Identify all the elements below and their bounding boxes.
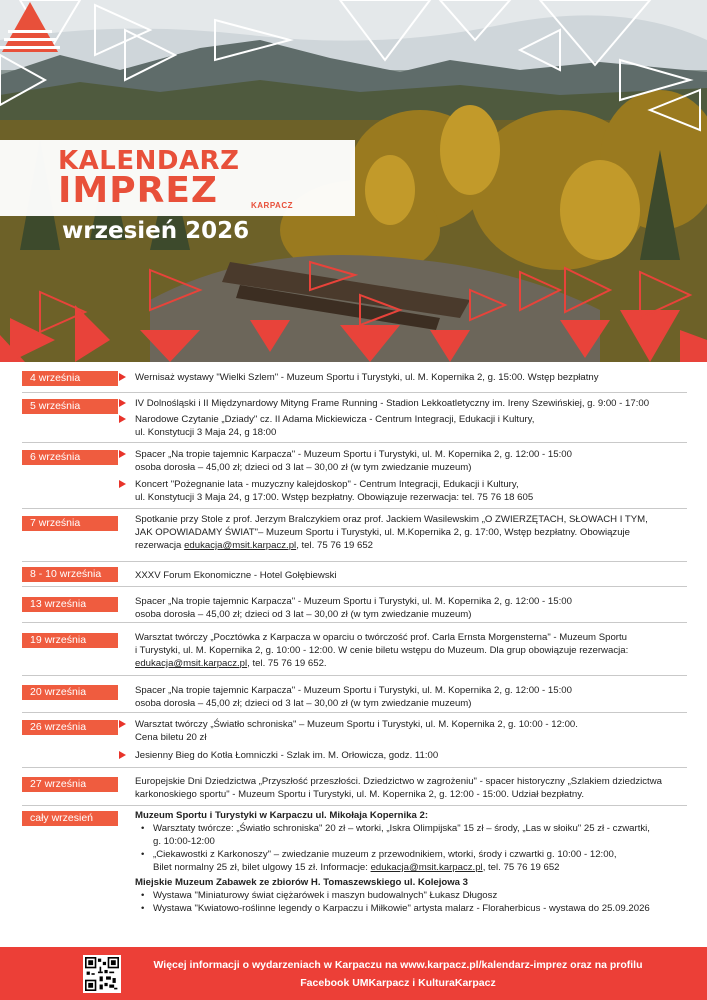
event-description: Muzeum Sportu i Turystyki w Karpaczu ul. Mikołaja Kopernika 2: • Warsztaty twórcze: „Światło schroniska" 20 zł – wtorki, „Iskra Olimpijska" 15 zł – środy, „Las w słoiku" 25 zł - czwartki, g. 10:00-12:00 • „Ciekawostki z Karkonoszy" – zwiedzanie muzeum z przewodnikiem, wtorki, środy i czwartki g. 10:00 - 12:00, Bilet normalny 25 zł, bilet ulgowy 15 zł. Informacje: edukacja@msit.karpacz.pl, tel. 75 76 19 652 Miejskie Muzeum Zabawek ze zbiorów H. Tomaszewskiego ul. Kolejowa 3 • Wystawa "Miniaturowy świat ciężarówek i maszyn budowalnych" Łukasz Długosz • Wystawa "Kwiatowo-roślinne legendy o Karpaczu i Miłkowie" artysta malarz - Floraherbicus - wystawa do 25.09.2026 [135,809,687,915]
karpacz-logo-icon [0,0,60,64]
list-item: • Wystawa "Miniaturowy świat ciężarówek i maszyn budowalnych" Łukasz Długosz [135,889,687,902]
event-description: Spotkanie przy Stole z prof. Jerzym Bralczykiem oraz prof. Jackiem Wasilewskim „O ZWIERZĘTACH, SŁOWACH I TYM, JAK OPOWIADAMY ŚWIAT"– Muzeum Sportu i Turystyki, ul. M.Kopernika 2, g. 17:00, Wstęp bezpłatny. Obowiązuje rezerwacja edukacja@msit.karpacz.pl, tel. 75 76 19 652 [135,514,648,551]
event-date: 4 września [22,371,118,386]
hero-photo [0,0,707,362]
event-description: XXXV Forum Ekonomiczne - Hotel Gołębiewski [135,570,337,581]
museum-header: Muzeum Sportu i Turystyki w Karpaczu ul. Mikołaja Kopernika 2: [135,810,429,821]
footer-line2: Facebook UMKarpacz i KulturaKarpacz [300,977,496,989]
event-date: 19 września [22,633,118,648]
event-row [22,676,687,713]
event-row [22,623,687,676]
event-description: Warsztat twórczy „Światło schroniska" – Muzeum Sportu i Turystyki, ul. M. Kopernika 2, g. 10:00 - 12:00. Cena biletu 20 zł [135,718,687,744]
events-calendar [0,362,707,947]
event-row [22,806,687,934]
event-date: 5 września [22,399,118,414]
title-line2: IMPREZ [58,170,219,211]
footer-text [128,956,668,992]
event-description: Europejskie Dni Dziedzictwa „Przyszłość przeszłości. Dziedzictwo w zagrożeniu" - spacer historyczny „Szlakiem dziedzictwa karkonoskiego sportu" - Muzeum Sportu i Turystyki, ul. M. Kopernika 2, g. 12:00 - 15:00. Udział bezpłatny. [135,776,662,800]
event-description: Narodowe Czytanie „Dziady" cz. II Adama Mickiewicza - Centrum Integracji, Edukacji i Kultury, ul. Konstytucji 3 Maja 24, g 18:00 [135,413,687,439]
event-date: 27 września [22,777,118,792]
event-row [22,562,687,587]
list-item: • Wystawa "Kwiatowo-roślinne legendy o Karpaczu i Miłkowie" artysta malarz - Floraherbicus - wystawa do 25.09.2026 [135,902,687,915]
event-description: IV Dolnośląski i II Międzynardowy Mityng Frame Running - Stadion Lekkoatletyczny im. Ireny Szewińskiej, g. 9:00 - 17:00 [135,397,687,410]
email-link[interactable]: edukacja@msit.karpacz.pl [184,540,297,551]
event-description: Wernisaż wystawy "Wielki Szlem" - Muzeum Sportu i Turystyki, ul. M. Kopernika 2, g. 15:00. Wstęp bezpłatny [135,371,687,384]
event-date: 26 września [22,720,118,735]
event-description: Spacer „Na tropie tajemnic Karpacza" - Muzeum Sportu i Turystyki, ul. M. Kopernika 2, g. 12:00 - 15:00 osoba dorosła – 45,00 zł; dzieci od 3 lat – 30,00 zł (w tym zwiedzanie muzeum) [135,596,572,620]
event-row [22,393,687,443]
title-line1: KALENDARZ [58,146,240,176]
event-date: cały wrzesień [22,811,118,826]
event-row [22,768,687,806]
event-date: 8 - 10 września [22,567,118,582]
email-link[interactable]: edukacja@msit.karpacz.pl [135,658,248,669]
event-date: 13 września [22,597,118,612]
event-row [22,368,687,393]
logo-label: KARPACZ [250,201,293,210]
event-row [22,509,687,562]
event-description: Koncert "Pożegnanie lata - muzyczny kalejdoskop" - Centrum Integracji, Edukacji i Kultury, ul. Konstytucji 3 Maja 24, g 17:00. Wstęp bezpłatny. Obowiązuje rezerwacja: tel. 75 76 18 605 [135,478,687,504]
qr-code-icon[interactable] [83,955,121,993]
event-date: 20 września [22,685,118,700]
museum-header: Miejskie Muzeum Zabawek ze zbiorów H. Tomaszewskiego ul. Kolejowa 3 [135,877,469,888]
event-row [22,443,687,509]
event-description: Jesienny Bieg do Kotła Łomniczki - Szlak im. M. Orłowicza, godz. 11:00 [135,749,687,762]
list-item: • „Ciekawostki z Karkonoszy" – zwiedzanie muzeum z przewodnikiem, wtorki, środy i czwartki g. 10:00 - 12:00, [135,848,687,861]
event-description: Spacer „Na tropie tajemnic Karpacza" - Muzeum Sportu i Turystyki, ul. M. Kopernika 2, g. 12:00 - 15:00 osoba dorosła – 45,00 zł; dzieci od 3 lat – 30,00 zł (w tym zwiedzanie muzeum) [135,448,687,474]
event-row [22,587,687,623]
event-date: 6 września [22,450,118,465]
event-description: Warsztat twórczy „Pocztówka z Karpacza w oparciu o twórczość prof. Carla Ernsta Morgensterna" - Muzeum Sportu i Turystyki, ul. M. Kopernika 2, g. 10:00 - 12:00. W cenie biletu wstępu do Muzeum. Dla grup obowiązuje rezerwacja: edukacja@msit.karpacz.pl, tel. 75 76 19 652. [135,632,629,669]
event-description: Spacer „Na tropie tajemnic Karpacza" - Muzeum Sportu i Turystyki, ul. M. Kopernika 2, g. 12:00 - 15:00 osoba dorosła – 45,00 zł; dzieci od 3 lat – 30,00 zł (w tym zwiedzanie muzeum) [135,685,572,709]
event-date: 7 września [22,516,118,531]
month-title: wrzesień 2026 [62,218,250,244]
event-row [22,713,687,768]
list-item: • Warsztaty twórcze: „Światło schroniska" 20 zł – wtorki, „Iskra Olimpijska" 15 zł – środy, „Las w słoiku" 25 zł - czwartki, [135,822,687,835]
email-link[interactable]: edukacja@msit.karpacz.pl [370,862,483,873]
footer-line1: Więcej informacji o wydarzeniach w Karpaczu na www.karpacz.pl/kalendarz-imprez oraz na profilu [153,959,643,971]
